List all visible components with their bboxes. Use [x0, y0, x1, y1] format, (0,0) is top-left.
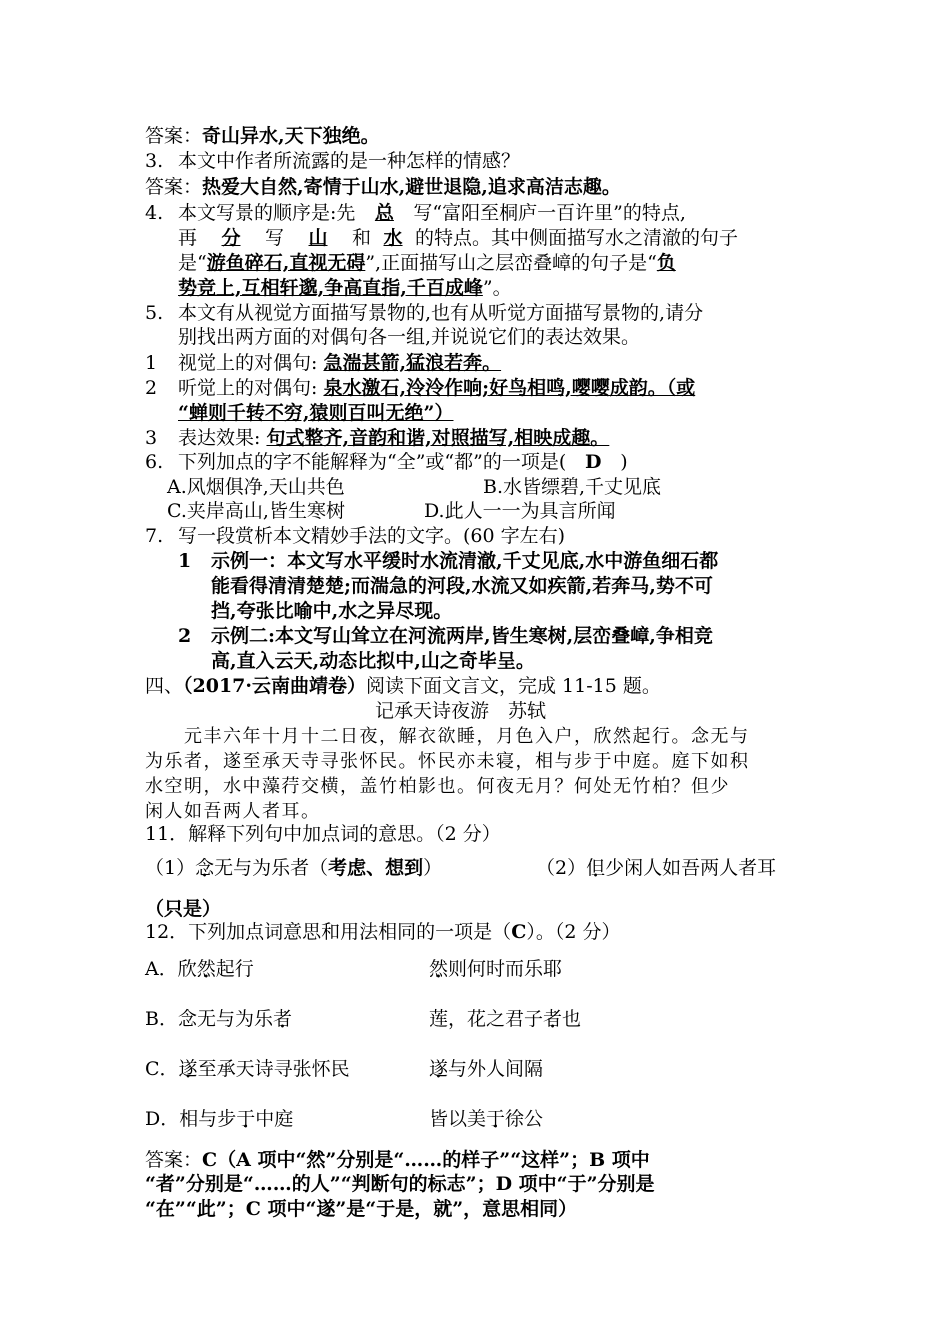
- dotted-word: 者: [543, 1008, 563, 1030]
- question-text: ): [620, 451, 628, 473]
- dotted-word: 然: [429, 958, 449, 980]
- question-11-item-1: [145, 856, 442, 881]
- question-text: 本文中作者所流露的是一种怎样的情感？: [178, 150, 521, 172]
- option-text: 至承天诗寻张怀民: [197, 1058, 350, 1080]
- example-1-line-3: 挡,夸张比喻中,水之异尽现。: [211, 600, 453, 622]
- section-4-heading: [145, 674, 661, 699]
- passage-line-2: 为乐者，遂至承天寺寻张怀民。怀民亦未寝，相与步于中庭。庭下如积: [145, 751, 750, 772]
- answer-blank: 水: [383, 227, 403, 249]
- answer-text: 奇山异水,天下独绝。: [202, 125, 380, 147]
- question-text: ”。: [482, 277, 512, 299]
- question-text: ”,正面描写山之层峦叠嶂的句子是“: [365, 252, 657, 274]
- item-number: 3: [145, 427, 158, 449]
- option-c: C.夹岸高山,皆生寒树: [167, 500, 345, 522]
- option-12-a-right: [429, 957, 562, 982]
- question-11: 11．解释下列句中加点词的意思。（2 分）: [145, 823, 501, 845]
- answer-label: 答案：: [145, 176, 203, 198]
- question-number: 3.: [145, 150, 164, 172]
- option-text: 则何时而乐耶: [448, 958, 563, 980]
- option-text: D．相与步: [145, 1108, 237, 1130]
- item-label: 视觉上的对偶句:: [178, 352, 324, 374]
- item-text: 无与为乐者（: [214, 857, 329, 879]
- dotted-word: 者: [272, 1008, 292, 1030]
- question-4-line-4: [178, 276, 512, 301]
- dotted-word: 于: [236, 1108, 256, 1130]
- section-number: 四、: [145, 675, 184, 697]
- question-4-line-2: [178, 226, 738, 251]
- example-1-line-2: 能看得清清楚楚;而湍急的河段,水流又如疾箭,若奔马,势不可: [211, 575, 713, 597]
- dotted-word: 然: [196, 958, 216, 980]
- option-text: 徐公: [505, 1108, 544, 1130]
- answer-text: 考虑、想到: [328, 857, 424, 879]
- option-b: B.水皆缥碧,千丈见底: [483, 476, 662, 498]
- question-text: 和: [352, 227, 372, 249]
- section-instruction: 阅读下面文言文，完成 11-15 题。: [366, 675, 661, 697]
- option-12-d-left: [145, 1107, 293, 1132]
- question-number: 5.: [145, 302, 164, 324]
- answer-underlined: 游鱼碎石,直视无碍: [206, 252, 366, 274]
- question-text: 本文有从视觉方面描写景物的,也有从听觉方面描写景物的,请分: [178, 302, 704, 324]
- answer-12-line-2: “者”分别是“……的人”“判断句的标志”；D 项中“于”分别是: [145, 1173, 655, 1195]
- option-12-d-right: [429, 1107, 543, 1132]
- dotted-word: 遂: [429, 1058, 449, 1080]
- sub-answer-3: [145, 426, 609, 451]
- option-12-c-right: [429, 1057, 543, 1082]
- question-4-line-3: [178, 251, 676, 276]
- option-d: D.此人一一为具言所闻: [424, 500, 616, 522]
- answer-underlined: 泉水激石,泠泠作响;好鸟相鸣,嘤嘤成韵。（或: [323, 377, 696, 399]
- answer-12-line-1: [145, 1148, 650, 1173]
- passage-line-4: 闲人如吾两人者耳。: [145, 801, 321, 822]
- option-12-a-left: [145, 957, 254, 982]
- answer-text: C（A 项中“然”分别是“……的样子”“这样”；B 项中: [202, 1149, 650, 1171]
- answer-underlined: 势竞上,互相轩邈,争高直指,千百成峰: [178, 277, 483, 299]
- example-2-line-1: [178, 624, 713, 649]
- question-6: [145, 450, 628, 475]
- question-11-item-2: [536, 856, 776, 881]
- answer-blank: 总: [374, 202, 394, 224]
- question-3: [145, 149, 520, 174]
- option-12-b-right: [429, 1007, 581, 1032]
- question-7: [145, 524, 565, 549]
- question-5-line-2: 别找出两方面的对偶句各一组,并说说它们的表达效果。: [178, 326, 641, 348]
- question-text: 的特点。其中侧面描写水之清澈的句子: [415, 227, 739, 249]
- answer-3: [145, 175, 621, 200]
- question-text: 写: [265, 227, 285, 249]
- question-text: 写一段赏析本文精妙手法的文字。(60 字左右): [178, 525, 566, 547]
- item-text: 少闲人如吾两人者耳: [605, 857, 777, 879]
- item-number: 1: [178, 550, 192, 572]
- sub-answer-2-cont: “蝉则千转不穷,猿则百叫无绝”）: [178, 402, 454, 424]
- answer-label: 答案：: [145, 1149, 203, 1171]
- item-label: 表达效果:: [178, 427, 267, 449]
- question-text: ）。（2 分）: [526, 921, 621, 943]
- answer-blank: 分: [221, 227, 241, 249]
- option-text: 莲，花之君子: [429, 1008, 544, 1030]
- item-number: 2: [145, 377, 158, 399]
- option-text: 皆以美: [429, 1108, 487, 1130]
- option-a: A.风烟俱净,天山共色: [167, 476, 345, 498]
- question-4-line-1: [145, 201, 686, 226]
- answer-underlined: 急湍甚箭,猛浪若奔。: [323, 352, 502, 374]
- option-text: 也: [562, 1008, 582, 1030]
- passage-title: 记承天诗夜游 苏轼: [375, 700, 547, 722]
- option-12-b-left: [145, 1007, 292, 1032]
- option-text: C．: [145, 1058, 179, 1080]
- dotted-word: 念: [195, 857, 215, 879]
- question-5-line-1: [145, 301, 703, 326]
- question-number: 6.: [145, 451, 164, 473]
- answer-2: [145, 124, 380, 149]
- question-text: 再: [178, 227, 198, 249]
- option-text: B．念无与为乐: [145, 1008, 273, 1030]
- example-2-line-2: 高,直入云天,动态比拟中,山之奇毕呈。: [211, 650, 535, 672]
- answer-blank: 山: [308, 227, 328, 249]
- example-text: 示例一：本文写水平缓时水流清澈,千丈见底,水中游鱼细石都: [211, 550, 719, 572]
- answer-underlined: 负: [656, 252, 676, 274]
- passage-line-3: 水空明，水中藻荇交横，盖竹柏影也。何夜无月？何处无竹柏？但少: [145, 776, 730, 797]
- answer-choice: C: [511, 921, 527, 943]
- answer-text: 热爱大自然,寄情于山水,避世退隐,追求高洁志趣。: [202, 176, 621, 198]
- item-number: 2: [178, 625, 192, 647]
- answer-label: 答案：: [145, 125, 203, 147]
- sub-answer-1: [145, 351, 501, 376]
- example-text: 示例二:本文写山耸立在河流两岸,皆生寒树,层峦叠嶂,争相竞: [211, 625, 713, 647]
- sub-answer-2: [145, 376, 695, 401]
- item-number: （2）: [536, 857, 587, 879]
- answer-underlined: 句式整齐,音韵和谐,对照描写,相映成趣。: [266, 427, 610, 449]
- question-text: 本文写景的顺序是:先: [178, 202, 356, 224]
- question-text: 12．下列加点词意思和用法相同的一项是（: [145, 921, 512, 943]
- item-number: （1）: [145, 857, 196, 879]
- section-source: （2017·云南曲靖卷）: [183, 675, 367, 697]
- question-text: 下列加点的字不能解释为“全”或“都”的一项是(: [178, 451, 567, 473]
- option-text: 与外人间隔: [448, 1058, 544, 1080]
- example-1-line-1: [178, 549, 718, 574]
- dotted-word: 但: [586, 857, 606, 879]
- question-number: 4.: [145, 202, 164, 224]
- option-12-c-left: [145, 1057, 350, 1082]
- answer-12-line-3: “在”“此”；C 项中“遂”是“于是，就”，意思相同）: [145, 1198, 578, 1220]
- item-label: 听觉上的对偶句:: [178, 377, 324, 399]
- dotted-word: 于: [486, 1108, 506, 1130]
- dotted-word: 遂: [178, 1058, 198, 1080]
- item-number: 1: [145, 352, 158, 374]
- answer-choice: D: [585, 451, 602, 473]
- item-text: ）: [423, 857, 443, 879]
- question-12: [145, 920, 620, 945]
- question-text: 写“富阳至桐庐一百许里”的特点,: [413, 202, 686, 224]
- question-text: 是“: [178, 252, 207, 274]
- option-text: 中庭: [255, 1108, 294, 1130]
- option-text: 起行: [215, 958, 254, 980]
- passage-line-1: 元丰六年十月十二日夜，解衣欲睡，月色入户，欣然起行。念无与: [145, 726, 750, 747]
- option-text: A．欣: [145, 958, 197, 980]
- question-number: 7.: [145, 525, 164, 547]
- question-11-item-2-answer: （只是）: [145, 898, 222, 920]
